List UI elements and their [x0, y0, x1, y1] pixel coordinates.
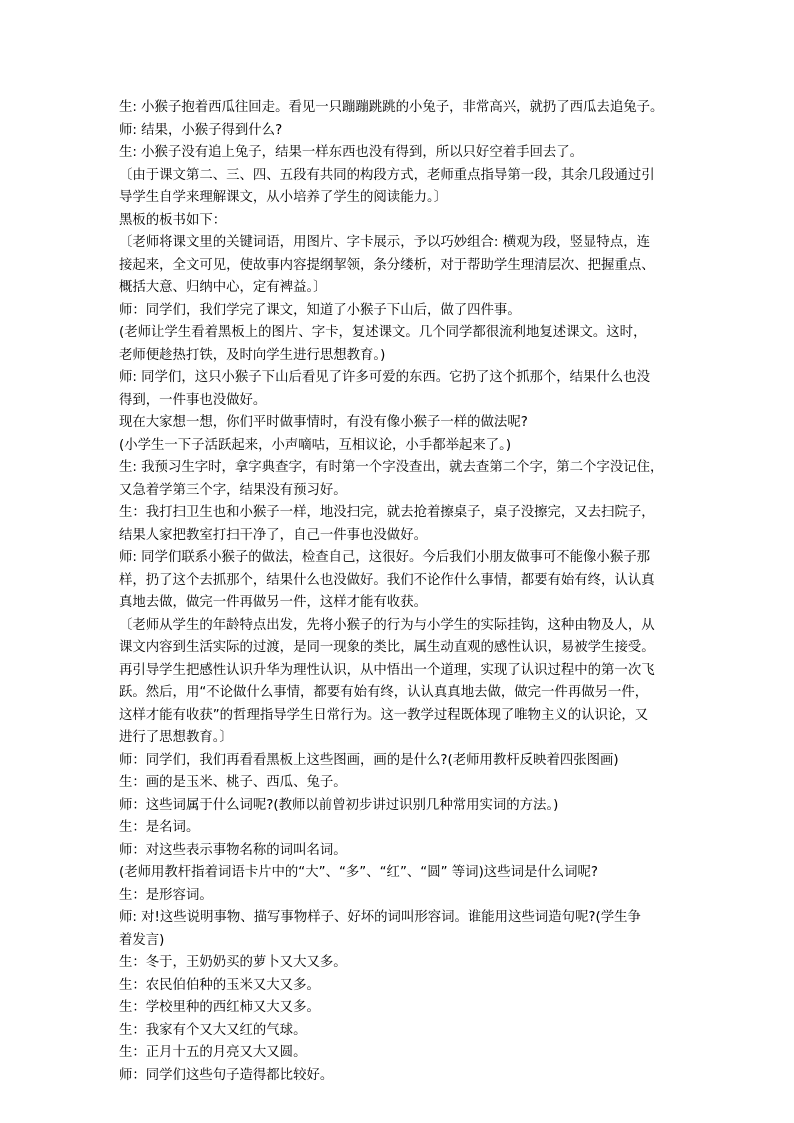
text-line: 生：我打扫卫生也和小猴子一样，地没扫完，就去抢着擦桌子，桌子没擦完，又去扫院子， [119, 505, 655, 520]
text-line: 样，扔了这个去抓那个，结果什么也没做好。我们不论作什么事情，都要有始有终，认认真 [119, 572, 655, 588]
text-line: 师: 对!这些说明事物、描写事物样子、好坏的词叫形容词。谁能用这些词造句呢?(学生争 [119, 910, 641, 925]
text-line: 师：对这些表示事物名称的词叫名词。 [119, 842, 347, 858]
text-line: 得到，一件事也没做好。 [119, 392, 267, 408]
text-line: 现在大家想一想，你们平时做事情时，有没有像小猴子一样的做法呢? [119, 415, 528, 430]
text-line: (老师让学生看着黑板上的图片、字卡，复述课文。几个同学都很流利地复述课文。这时， [119, 325, 647, 340]
text-line: 再引导学生把感性认识升华为理性认识，从中悟出一个道理，实现了认识过程中的第一次飞 [119, 662, 655, 678]
text-line: 导学生自学来理解课文，从小培养了学生的阅读能力。〕 [119, 190, 448, 205]
document-body [119, 97, 682, 1087]
text-line: 生: 小猴子抱着西瓜往回走。看见一只蹦蹦跳跳的小兔子，非常高兴，就扔了西瓜去追兔子。 [119, 100, 664, 115]
text-line: 课文内容到生活实际的过渡，是同一现象的类比，属生动直观的感性认识，易被学生接受。 [119, 640, 655, 655]
text-line: 师：同学们，我们再看看黑板上这些图画，画的是什么?(老师用教杆反映着四张图画) [119, 752, 619, 768]
text-line: 跃。然后，用“不论做什么事情，都要有始有终，认认真真地去做，做完一件再做另一件， [119, 685, 649, 700]
text-line: (小学生一下子活跃起来，小声嘀咕，互相议论，小手都举起来了。) [119, 437, 512, 453]
text-line: 〔老师将课文里的关键词语，用图片、字卡展示，予以巧妙组合: 横观为段，竖显特点，连 [119, 235, 650, 250]
text-line: 生：是形容词。 [119, 887, 213, 903]
text-line: 师: 同学们，这只小猴子下山后看见了许多可爱的东西。它扔了这个抓那个，结果什么也没 [119, 370, 650, 385]
text-line: 这样才能有收获”的哲理指导学生日常行为。这一教学过程既体现了唯物主义的认识论，又 [119, 707, 649, 723]
text-line: 生：我家有个又大又红的气球。 [119, 1022, 307, 1038]
text-line: (老师用教杆指着词语卡片中的“大”、“多”、“红”、“圆” 等词)这些词是什么词呢? [119, 865, 599, 880]
text-line: 接起来，全文可见，使故事内容提纲挈领，条分缕析，对于帮助学生理清层次、把握重点、 [119, 257, 655, 273]
text-line: 师: 结果，小猴子得到什么? [119, 122, 283, 138]
text-line: 师：同学们，我们学完了课文，知道了小猴子下山后，做了四件事。 [119, 302, 521, 318]
text-line: 生：是名词。 [119, 820, 200, 835]
text-line: 生：正月十五的月亮又大又圆。 [119, 1045, 307, 1060]
text-line: 〔老师从学生的年龄特点出发，先将小猴子的行为与小学生的实际挂钩，这种由物及人，从 [119, 617, 655, 633]
text-line: 生：学校里种的西红柿又大又多。 [119, 1000, 320, 1015]
text-line: 师: 同学们联系小猴子的做法，检查自己，这很好。今后我们小朋友做事可不能像小猴子那 [119, 550, 650, 565]
text-line: 又急着学第三个字，结果没有预习好。 [119, 482, 347, 498]
text-line: 生: 小猴子没有追上兔子，结果一样东西也没有得到，所以只好空着手回去了。 [119, 145, 584, 160]
text-line: 〔由于课文第二、三、四、五段有共同的构段方式，老师重点指导第一段，其余几段通过引 [119, 167, 655, 183]
text-line: 生：画的是玉米、桃子、西瓜、兔子。 [119, 775, 347, 790]
text-line: 生：农民伯伯种的玉米又大又多。 [119, 977, 320, 993]
text-line: 结果人家把教室打扫干净了，自己一件事也没做好。 [119, 527, 427, 543]
text-line: 概括大意、归纳中心，定有裨益。〕 [119, 280, 327, 295]
text-line: 生: 我预习生字时，拿字典查字，有时第一个字没查出，就去查第二个字，第二个字没记住， [119, 460, 664, 475]
text-line: 着发言) [119, 932, 165, 948]
text-line: 黑板的板书如下： [119, 212, 227, 228]
text-line: 老师便趁热打铁，及时向学生进行思想教育。) [119, 347, 386, 363]
text-line: 生：冬于，王奶奶买的萝卜又大又多。 [119, 955, 347, 970]
text-line: 师：这些词属于什么词呢?(教师以前曾初步讲过识别几种常用实词的方法。) [119, 797, 559, 813]
text-line: 师：同学们这些句子造得都比较好。 [119, 1067, 334, 1083]
text-line: 进行了思想教育。〕 [119, 730, 233, 745]
text-line: 真地去做，做完一件再做另一件，这样才能有收获。 [119, 595, 427, 610]
